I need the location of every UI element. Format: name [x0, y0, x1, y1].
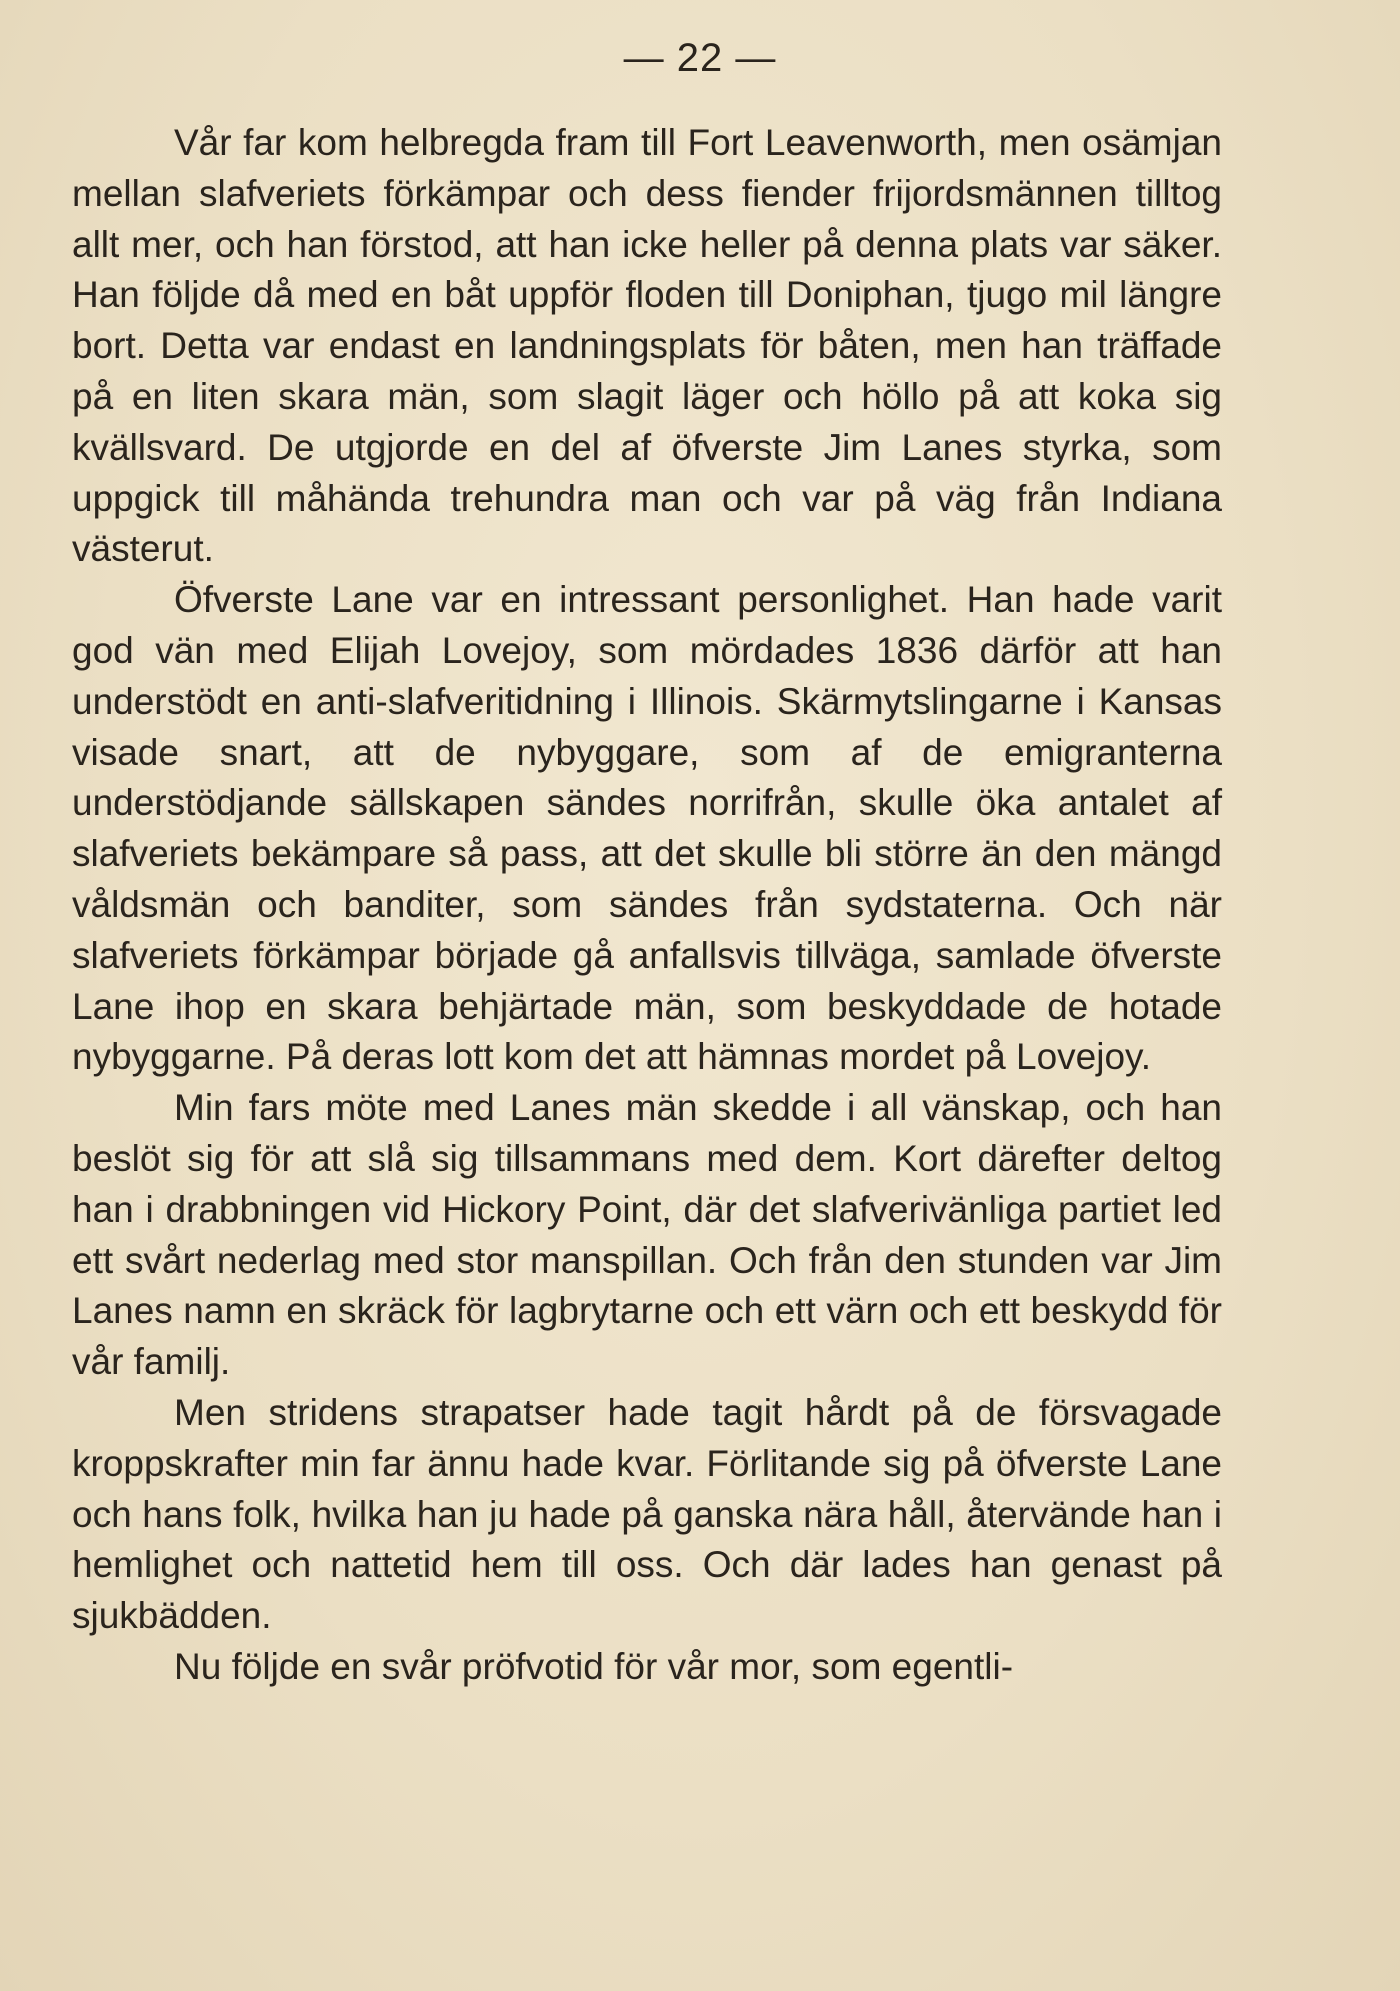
paragraph-5: Nu följde en svår pröfvotid för vår mor, som egentli-	[174, 1645, 1014, 1687]
paragraph-4: Men stridens strapatser hade tagit hårdt på de försvagade kroppskrafter min far ännu hade kvar. Förlitande sig på öfverste Lane och hans folk, hvilka han ju hade på ganska nära håll, återvände han i hemlighet och nattetid hem till oss. Och där lades han genast på sjukbädden.	[72, 1391, 1222, 1637]
paragraph-1: Vår far kom helbregda fram till Fort Leavenworth, men osämjan mellan slafveriets förkämpar och dess fiender frijordsmännen tilltog allt mer, och han förstod, att han icke heller på denna plats var säker. Han följde då med en båt uppför floden till Doniphan, tjugo mil längre bort. Detta var endast en landningsplats för båten, men han träffade på en liten skara män, som slagit läger och höllo på att koka sig kvällsvard. De utgjorde en del af öfverste Jim Lanes styrka, som uppgick till måhända trehundra man och var på väg från Indiana västerut.	[72, 122, 1222, 570]
paragraph-2: Öfverste Lane var en intressant personlighet. Han hade varit god vän med Elijah Lovejoy, som mördades 1836 därför att han understödt en anti-slafveritidning i Illinois. Skärmytslingarne i Kansas visade snart, att de nybyggare, som af de emigranterna understödjande sällskapen sändes norrifrån, skulle öka antalet af slafveriets bekämpare så pass, att det skulle bli större än den mängd våldsmän och banditer, som sändes från sydstaterna. Och när slafveriets förkämpar började gå anfallsvis tillväga, samlade öfverste Lane ihop en skara behjärtade män, som beskyddade de hotade nybyggarne. På deras lott kom det att hämnas mordet på Lovejoy.	[72, 579, 1222, 1078]
page-text-body	[72, 118, 1222, 1693]
page-number: — 22 —	[623, 36, 777, 80]
paragraph-3: Min fars möte med Lanes män skedde i all vänskap, och han beslöt sig för att slå sig tillsammans med dem. Kort därefter deltog han i drabbningen vid Hickory Point, där det slafverivänliga partiet led ett svårt nederlag med stor manspillan. Och från den stunden var Jim Lanes namn en skräck för lagbrytarne och ett värn och ett beskydd för vår familj.	[72, 1087, 1222, 1383]
